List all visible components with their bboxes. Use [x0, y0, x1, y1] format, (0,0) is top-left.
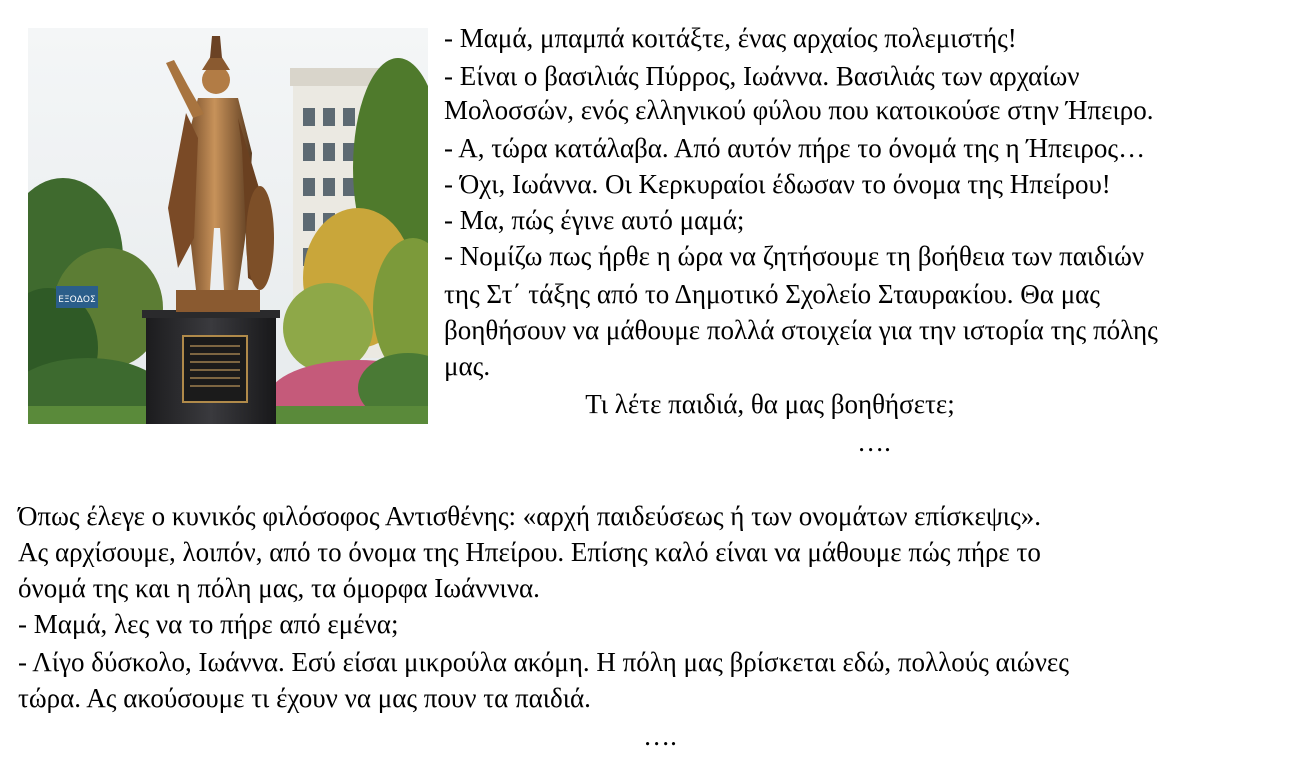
dialog-line: - Μαμά, μπαμπά κοιτάξτε, ένας αρχαίος πολεμιστής!	[444, 23, 1017, 53]
dialog-line: μας.	[444, 351, 491, 381]
narrative-line: Ας αρχίσουμε, λοιπόν, από το όνομα της Ηπείρου. Επίσης καλό είναι να μάθουμε πώς πήρε το	[18, 537, 1041, 567]
dialog-line: - Όχι, Ιωάννα. Οι Κερκυραίοι έδωσαν το όνομα της Ηπείρου!	[444, 169, 1111, 199]
narrative-line: - Λίγο δύσκολο, Ιωάννα. Εσύ είσαι μικρούλα ακόμη. Η πόλη μας βρίσκεται εδώ, πολλούς αιώνες	[18, 647, 1069, 677]
dialog-line: - Νομίζω πως ήρθε η ώρα να ζητήσουμε τη βοήθεια των παιδιών	[444, 241, 1145, 271]
ellipsis-top: ….	[857, 427, 891, 457]
dialog-line: - Είναι ο βασιλιάς Πύρρος, Ιωάννα. Βασιλιάς των αρχαίων	[444, 61, 1080, 91]
narrative-line: - Μαμά, λες να το πήρε από εμένα;	[18, 609, 399, 639]
statue-photo	[28, 28, 428, 424]
narrative-line: όνομά της και η πόλη μας, τα όμορφα Ιωάννινα.	[18, 573, 540, 603]
dialog-line: Μολοσσών, ενός ελληνικού φύλου που κατοικούσε στην Ήπειρο.	[444, 95, 1154, 125]
question-line: Τι λέτε παιδιά, θα μας βοηθήσετε;	[585, 389, 955, 419]
dialog-line: - Α, τώρα κατάλαβα. Από αυτόν πήρε το όνομά της η Ήπειρος…	[444, 133, 1146, 163]
ellipsis-bottom: ….	[643, 721, 677, 751]
dialog-line: βοηθήσουν να μάθουμε πολλά στοιχεία για την ιστορία της πόλης	[444, 315, 1158, 345]
narrative-line: Όπως έλεγε ο κυνικός φιλόσοφος Αντισθένης: «αρχή παιδεύσεως ή των ονομάτων επίσκεψις».	[18, 501, 1042, 531]
sign-label: ΕΞΟΔΟΣ	[58, 295, 96, 305]
narrative-line: τώρα. Ας ακούσουμε τι έχουν να μας πουν τα παιδιά.	[18, 683, 591, 713]
dialog-line: της Στ΄ τάξης από το Δημοτικό Σχολείο Σταυρακίου. Θα μας	[444, 279, 1101, 309]
statue-icon	[28, 28, 428, 424]
dialog-line: - Μα, πώς έγινε αυτό μαμά;	[444, 205, 745, 235]
